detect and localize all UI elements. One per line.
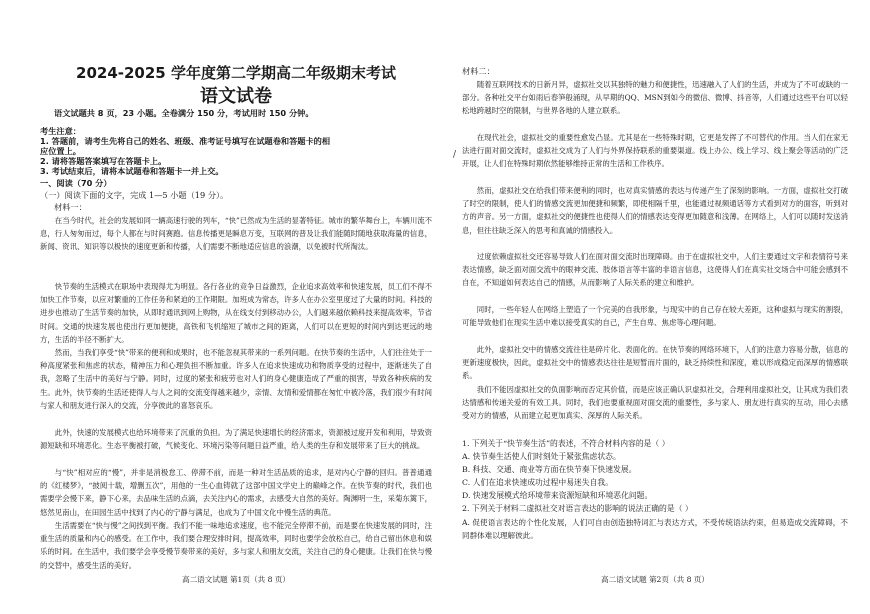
question-stem: 1. 下列关于“快节奏生活”的表述，不符合材料内容的是（ ） [462, 439, 670, 448]
paragraph: 过度依赖虚拟社交还容易导致人们在面对面交流时出现障碍。由于在虚拟社交中，人们主要通过文字和表情符号来表达情感，缺乏面对面交流中的眼神交流、肢体语言等丰富的非语言信息，这使得人们在真实社交场合中可能会感到不自在，不知道如何表达自己的情感，从而影响了人际关系的建立和维护。 [462, 252, 848, 288]
page-2 [462, 0, 848, 614]
notes-heading: 考生注意： [40, 126, 81, 136]
section-heading: 一、阅读（70 分） [40, 178, 112, 188]
material-label: 材料一： [54, 202, 87, 212]
paragraph: 在当今时代，社会的发展如同一辆高速行驶的列车，“快”已然成为生活的显著特征。城市的繁华舞台上，车辆川流不息，行人匆匆而过，每个人都在与时间赛跑。信息传播更是瞬息万变，互联网的普及让我们能随时随地获取海量的信息，新闻、资讯、知识等以极快的速度更新和传播，人们需要不断地适应信息的浪潮，以免被时代所淘汰。 [40, 216, 432, 252]
exam-title: 2024-2025 学年度第二学期高二年级期末考试 [76, 64, 396, 82]
note-line: 1. 答题前，请考生先将自己的姓名、班级、准考证号填写在试题卷和答题卡的相 [40, 136, 331, 146]
paragraph: 同时，一些年轻人在网络上塑造了一个完美的自我形象，与现实中的自己存在较大差距，这种虚拟与现实的割裂，可能导致他们在现实生活中难以接受真实的自己，产生自卑、焦虑等心理问题。 [462, 305, 848, 328]
binding-mark: / [453, 150, 457, 160]
paragraph: 我们不能因虚拟社交的负面影响而否定其价值，而是应该正确认识虚拟社交，合理利用虚拟社交，让其成为我们表达情感和传递关爱的有效工具。同时，我们也要重视面对面交流的重要性，多与家人、朋友进行真实的互动，用心去感受对方的情感，从而建立起更加真实、深厚的人际关系。 [462, 385, 848, 421]
answer-option: A. 快节奏生活使人们时刻处于紧张焦虑状态。 [462, 452, 621, 461]
answer-option: C. 人们在追求快速成功过程中易迷失自我。 [462, 478, 613, 487]
answer-option: A. 促使语言表达的个性化发展，人们可自由创造独特词汇与表达方式，不受传统语法约束，但易造成交流障碍，不同群体难以理解彼此。 [462, 518, 848, 541]
material-label: 材料二： [462, 66, 495, 76]
paragraph: 在现代社会，虚拟社交的重要性愈发凸显。尤其是在一些特殊时期，它更是发挥了不可替代的作用。当人们在家无法进行面对面交流时，虚拟社交成为了人们与外界保持联系的重要渠道。线上办公、线上学习、线上聚会等活动的广泛开展，让人们在特殊时期依然能够维持正常的生活和工作秩序。 [462, 133, 848, 169]
paragraph: 随着互联网技术的日新月异，虚拟社交以其独特的魅力和便捷性，迅速融入了人们的生活，并成为了不可或缺的一部分。各种社交平台如雨后春笋般涌现，从早期的QQ、MSN到如今的微信、微博、抖音等，人们通过这些平台可以轻松地跨越时空的限制，与世界各地的人建立联系。 [462, 80, 848, 116]
paragraph: 与“快”相对应的“慢”，并非是消极怠工、停滞不前，而是一种对生活品质的追求，是对内心宁静的回归。普普通通的《红楼梦》，“披阅十载，增删五次”，用他的一生心血铸就了这部中国文学史上的巅峰之作。在快节奏的时代，我们也需要学会慢下来，静下心来，去品味生活的点滴，去关注内心的需求，去感受大自然的美好。陶渊明一生，采菊东篱下，悠然见南山，在田园生活中找到了内心的宁静与满足，也成为了中国文化中慢生活的典范。 [40, 468, 432, 517]
paragraph: 然而，虚拟社交在给我们带来便利的同时，也对真实情感的表达与传递产生了深刻的影响。一方面，虚拟社交打破了时空的限制，使人们的情感交流更加便捷和频繁，即使相隔千里，也能通过视频通话等方式看到对方的面容，听到对方的声音。另一方面，虚拟社交的便捷性也使得人们的情感表达变得更加随意和浅薄。在网络上，人们可以随时发送消息，但往往缺乏深入的思考和真诚的情感投入。 [462, 186, 848, 235]
note-line: 3. 考试结束后，请将本试题卷和答题卡一并上交。 [40, 166, 224, 176]
paragraph: 生活需要在“快与慢”之间找到平衡。我们不能一味地追求速度，也不能完全停滞不前，而是要在快速发展的同时，注重生活的质量和内心的感受。在工作中，我们要合理安排时间，提高效率，同时也要学会放松自己，给自己留出休息和娱乐的时间。在生活中，我们要学会享受慢节奏带来的美好，多与家人和朋友交流，关注自己的身心健康。让我们在快与慢的交替中，感受生活的美好。 [40, 521, 432, 570]
note-line: 2. 请将答题答案填写在答题卡上。 [40, 156, 167, 166]
subsection-heading: （一）阅读下面的文字，完成 1—5 小题（19 分）。 [40, 190, 229, 200]
exam-info: 语文试题共 8 页，23 小题。全卷满分 150 分，考试用时 150 分钟。 [54, 108, 314, 118]
paragraph: 此外，虚拟社交中的情感交流往往是碎片化、表面化的。在快节奏的网络环境下，人们的注意力容易分散，信息的更新速度极快，因此，虚拟社交中的情感表达往往是短暂而片面的，缺乏持续性和深度，难以形成稳定而深厚的情感联系。 [462, 345, 848, 381]
paragraph: 快节奏的生活模式在职场中表现得尤为明显。各行各业的竞争日益激烈，企业追求高效率和快速发展，员工们不得不加快工作节奏，以应对繁重的工作任务和紧迫的工作期限。加班成为常态，许多人在办公室里度过了大量的时间。科技的进步也推动了生活节奏的加快，从即时通讯到网上购物，从在线支付到移动办公，人们越来越依赖科技来提高效率，节省时间。交通的快速发展也使出行更加便捷，高铁和飞机缩短了城市之间的距离，人们可以在更短的时间内到达更远的地方，生活的半径不断扩大。 [40, 282, 432, 344]
paragraph: 然而，当我们享受“快”带来的便利和成果时，也不能忽视其带来的一系列问题。在快节奏的生活中，人们往往处于一种高度紧张和焦虑的状态，精神压力和心理负担不断加重。许多人在追求快速成功和物质享受的过程中，逐渐迷失了自我，忽略了生活中的美好与宁静。同时，过度的紧张和疲劳也对人们的身心健康造成了严重的损害，导致各种疾病的发生。此外，快节奏的生活还使得人与人之间的交流变得越来越少，亲情、友情和爱情都在匆忙中被冷落，我们很少有时间与家人和朋友进行深入的交流，分享彼此的喜怒哀乐。 [40, 348, 432, 410]
paragraph: 此外，快速的发展模式也给环境带来了沉重的负担。为了满足快速增长的经济需求，资源被过度开发和利用，导致资源短缺和环境恶化。生态平衡被打破，气候变化、环境污染等问题日益严重，给人类的生存和发展带来了巨大的挑战。 [40, 428, 432, 451]
subject-title: 语文试卷 [200, 86, 272, 107]
question-stem: 2. 下列关于材料二虚拟社交对语言表达的影响的说法正确的是（ ） [462, 504, 693, 513]
answer-option: D. 快速发展模式给环境带来资源短缺和环境恶化问题。 [462, 491, 653, 500]
answer-option: B. 科技、交通、商业等方面在快节奏下快速发展。 [462, 465, 637, 474]
page-footer: 高二语文试题 第2页（共 8 页） [600, 575, 710, 584]
page-footer: 高二语文试题 第1页（共 8 页） [181, 575, 291, 584]
note-line: 应位置上。 [40, 146, 81, 156]
page-1 [40, 0, 432, 614]
